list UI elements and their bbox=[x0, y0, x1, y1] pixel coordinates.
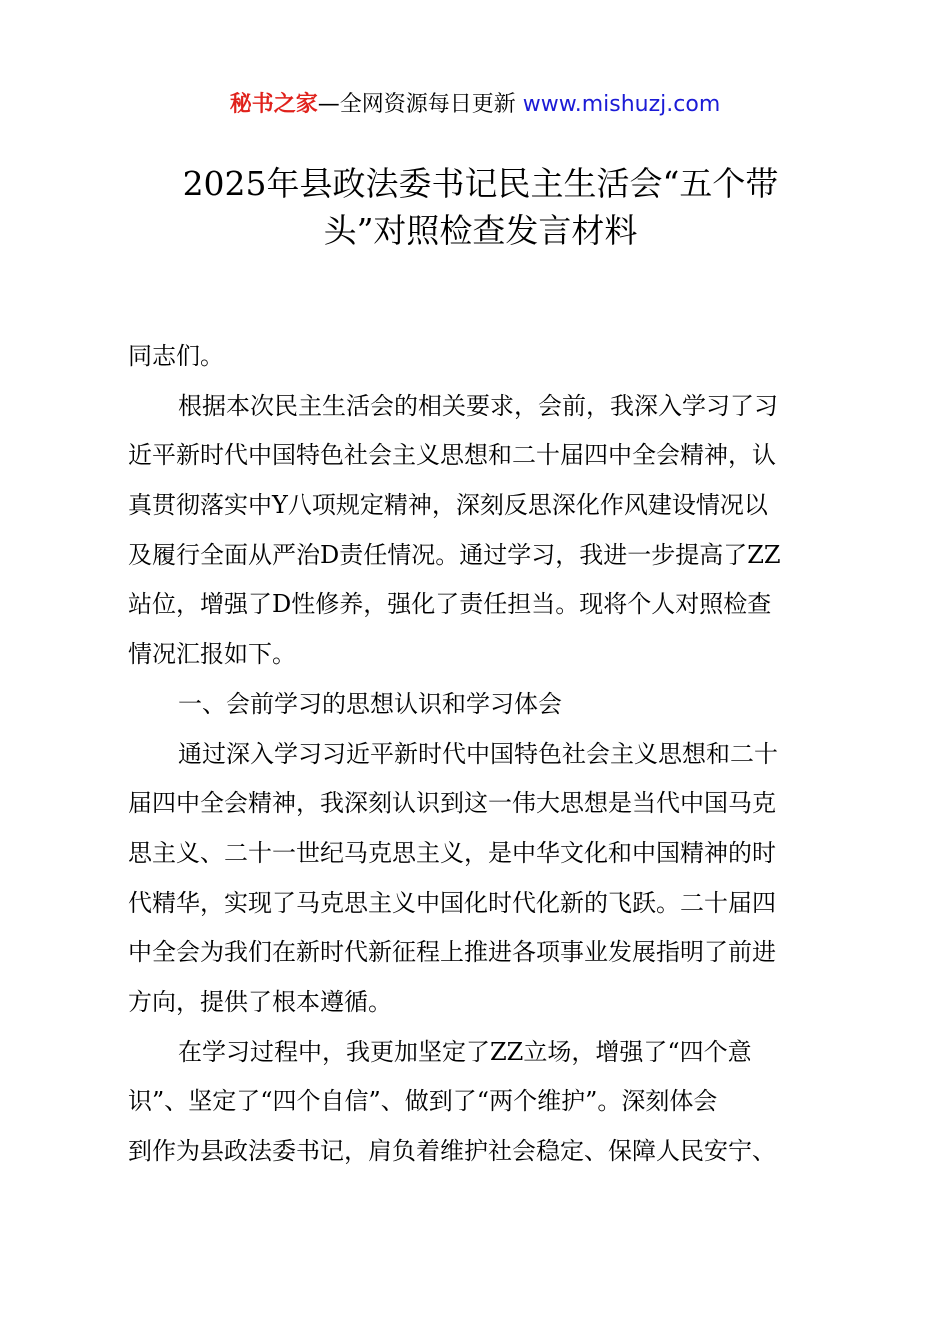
paragraph-line: 站位，增强了D性修养，强化了责任担当。现将个人对照检查 bbox=[128, 590, 772, 619]
paragraph-line: 到作为县政法委书记，肩负着维护社会稳定、保障人民安宁、 bbox=[128, 1137, 776, 1165]
paragraph-line: 方向，提供了根本遵循。 bbox=[128, 987, 392, 1016]
paragraph-line: 中全会为我们在新时代新征程上推进各项事业发展指明了前进 bbox=[128, 938, 776, 967]
paragraph-line: 代精华，实现了马克思主义中国化时代化新的飞跃。二十届四 bbox=[128, 888, 776, 917]
site-url-link[interactable]: www.mishuzj.com bbox=[522, 92, 721, 117]
salutation: 同志们。 bbox=[128, 342, 224, 370]
document-title bbox=[128, 160, 833, 254]
header-tagline: —全网资源每日更新 bbox=[317, 92, 523, 117]
paragraph-line: 真贯彻落实中Y八项规定精神，深刻反思深化作风建设情况以 bbox=[128, 491, 768, 520]
paragraph-line: 及履行全面从严治D责任情况。通过学习，我进一步提高了ZZ bbox=[128, 540, 781, 569]
paragraph-line: 通过深入学习习近平新时代中国特色社会主义思想和二十 bbox=[178, 739, 778, 768]
document-body bbox=[128, 332, 833, 1177]
section-heading: 一、会前学习的思想认识和学习体会 bbox=[178, 689, 562, 718]
paragraph-line: 识”、坚定了“四个自信”、做到了“两个维护”。深刻体会 bbox=[128, 1087, 718, 1116]
title-line-1: 2025年县政法委书记民主生活会“五个带 bbox=[182, 164, 779, 203]
paragraph-line: 届四中全会精神，我深刻认识到这一伟大思想是当代中国马克 bbox=[128, 789, 776, 818]
paragraph-line: 根据本次民主生活会的相关要求，会前，我深入学习了习 bbox=[178, 391, 778, 420]
paragraph-line: 思主义、二十一世纪马克思主义，是中华文化和中国精神的时 bbox=[128, 838, 776, 867]
paragraph-line: 近平新时代中国特色社会主义思想和二十届四中全会精神，认 bbox=[128, 441, 776, 470]
brand-name: 秘书之家 bbox=[229, 92, 318, 117]
site-header bbox=[0, 88, 950, 122]
paragraph-line: 情况汇报如下。 bbox=[128, 640, 296, 669]
paragraph-line: 在学习过程中，我更加坚定了ZZ立场，增强了“四个意 bbox=[178, 1037, 752, 1066]
title-line-2: 头”对照检查发言材料 bbox=[323, 211, 638, 250]
